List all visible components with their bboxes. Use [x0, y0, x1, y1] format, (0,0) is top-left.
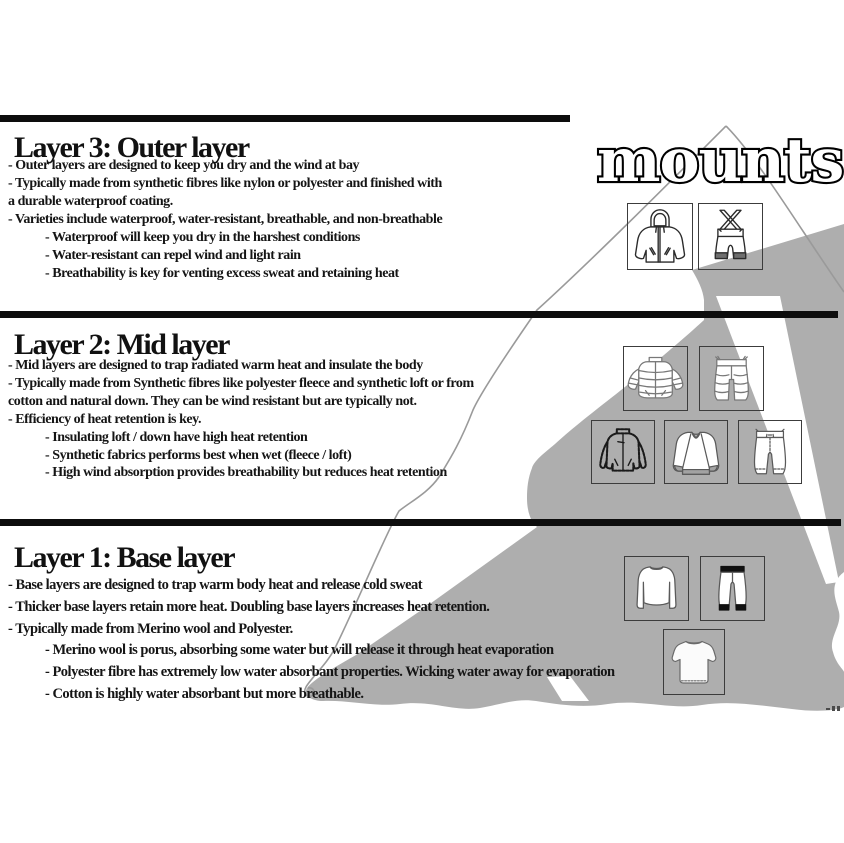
section-bar-layer2	[0, 311, 838, 318]
thermal-leggings-box	[700, 556, 765, 621]
corner-mark-tick	[832, 706, 835, 711]
sweatpants-box	[738, 420, 802, 484]
hooded-shell-jacket-icon	[628, 204, 692, 269]
section-bar-layer3	[0, 115, 570, 122]
t-shirt-icon	[664, 630, 724, 694]
bullet-line: - Cotton is highly water absorbant but more breathable.	[45, 685, 364, 702]
bullet-line: - Typically made from Synthetic fibres like polyester fleece and synthetic loft or from	[8, 375, 474, 391]
corner-mark-tick	[837, 706, 840, 711]
bullet-line: - Insulating loft / down have high heat retention	[45, 429, 308, 445]
bullet-line: - Typically made from Merino wool and Polyester.	[8, 620, 293, 637]
section-bar-layer1	[0, 519, 841, 526]
brand-logo	[555, 112, 844, 200]
t-shirt-box	[663, 629, 725, 695]
heading-layer1: Layer 1: Base layer	[14, 541, 235, 574]
thermal-leggings-icon	[701, 557, 764, 620]
sweatpants-icon	[739, 421, 801, 483]
body-layer2	[8, 357, 474, 482]
bullet-line: - Breathability is key for venting excess sweat and retaining heat	[45, 266, 399, 281]
bullet-line: cotton and natural down. They can be wind resistant but are typically not.	[8, 393, 417, 409]
bullet-line: - Synthetic fabrics performs best when wet (fleece / loft)	[45, 447, 352, 463]
long-sleeve-base-shirt-icon	[625, 557, 688, 620]
bullet-line: - Polyester fibre has extremely low water absorbant properties. Wicking water away for evaporation	[45, 664, 615, 681]
long-sleeve-base-shirt-box	[624, 556, 689, 621]
fleece-jacket-box	[591, 420, 655, 484]
body-layer3	[8, 157, 442, 283]
bullet-line: - Efficiency of heat retention is key.	[8, 411, 201, 427]
v-neck-sweater-box	[664, 420, 728, 484]
bullet-line: - Base layers are designed to trap warm body heat and release cold sweat	[8, 577, 423, 593]
bullet-line: - Waterproof will keep you dry in the harshest conditions	[45, 230, 360, 245]
corner-mark-dash	[826, 708, 830, 710]
bullet-line: - Mid layers are designed to trap radiated warm heat and insulate the body	[8, 358, 423, 373]
bullet-line: - High wind absorption provides breathability but reduces heat retention	[45, 465, 447, 481]
bullet-line: - Varieties include waterproof, water-resistant, breathable, and non-breathable	[8, 212, 443, 227]
corner-mark	[826, 705, 843, 712]
insulated-puffer-pants-box	[699, 346, 764, 411]
v-neck-sweater-icon	[665, 421, 727, 483]
bullet-line: - Typically made from synthetic fibres like nylon or polyester and finished with	[8, 176, 442, 191]
fleece-jacket-icon	[592, 421, 654, 483]
puffer-jacket-icon	[624, 347, 687, 410]
bullet-line: - Water-resistant can repel wind and light rain	[45, 248, 301, 263]
bullet-line: - Outer layers are designed to keep you dry and the wind at bay	[8, 158, 360, 173]
bullet-line: a durable waterproof coating.	[8, 194, 173, 209]
bullet-line: - Thicker base layers retain more heat. Doubling base layers increases heat retention.	[8, 598, 490, 615]
body-layer1	[8, 575, 615, 706]
puffer-jacket-box	[623, 346, 688, 411]
hooded-shell-jacket-box	[627, 203, 693, 270]
heading-layer2: Layer 2: Mid layer	[14, 328, 229, 361]
heading-layer3: Layer 3: Outer layer	[14, 131, 249, 164]
bullet-line: - Merino wool is porus, absorbing some water but will release it through heat evaporation	[45, 642, 554, 659]
bib-snow-pants-icon	[699, 204, 762, 269]
brand-title: mounts	[597, 126, 844, 196]
bib-snow-pants-box	[698, 203, 763, 270]
insulated-puffer-pants-icon	[700, 347, 763, 410]
